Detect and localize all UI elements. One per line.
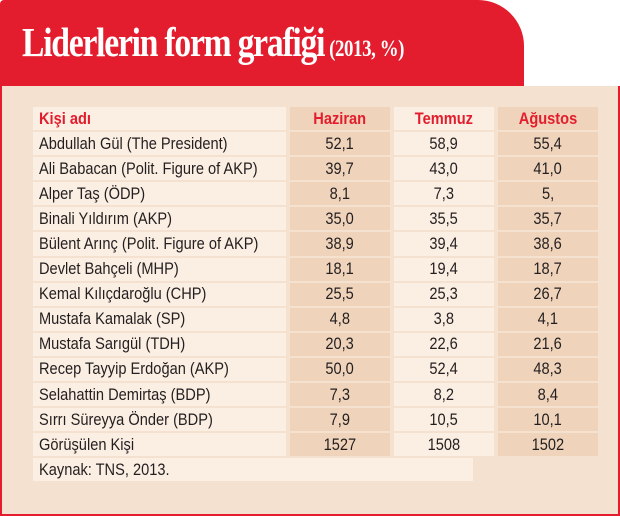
july-value-cell: 22,6	[394, 333, 494, 356]
table-row	[33, 358, 598, 383]
june-value-cell: 38,9	[290, 232, 390, 255]
table-row	[33, 408, 598, 433]
august-value-cell: 26,7	[498, 283, 598, 306]
june-value-cell: 50,0	[290, 358, 390, 381]
july-value-cell: 39,4	[394, 232, 494, 255]
person-name-cell: Mustafa Kamalak (SP)	[33, 308, 286, 331]
person-name-cell: Selahattin Demirtaş (BDP)	[33, 383, 286, 406]
table-row	[33, 283, 598, 308]
table-header-row	[33, 107, 598, 132]
person-name-cell: Sırrı Süreyya Önder (BDP)	[33, 408, 286, 431]
august-value-cell: 1502	[498, 433, 598, 456]
july-value-cell: 3,8	[394, 308, 494, 331]
column-header-july: Temmuz	[394, 107, 494, 130]
june-value-cell: 7,9	[290, 408, 390, 431]
june-value-cell: 1527	[290, 433, 390, 456]
person-name-cell: Alper Taş (ÖDP)	[33, 182, 286, 205]
column-header-name: Kişi adı	[33, 107, 286, 130]
june-value-cell: 25,5	[290, 283, 390, 306]
table-row	[33, 433, 598, 458]
june-value-cell: 52,1	[290, 132, 390, 155]
table-row	[33, 383, 598, 408]
table-row	[33, 157, 598, 182]
august-value-cell: 38,6	[498, 232, 598, 255]
person-name-cell: Kemal Kılıçdaroğlu (CHP)	[33, 283, 286, 306]
table-body	[33, 132, 598, 458]
july-value-cell: 35,5	[394, 207, 494, 230]
person-name-cell: Bülent Arınç (Polit. Figure of AKP)	[33, 232, 286, 255]
july-value-cell: 58,9	[394, 132, 494, 155]
july-value-cell: 52,4	[394, 358, 494, 381]
june-value-cell: 18,1	[290, 258, 390, 281]
column-header-june: Haziran	[290, 107, 390, 130]
person-name-cell: Devlet Bahçeli (MHP)	[33, 258, 286, 281]
table-row	[33, 232, 598, 257]
august-value-cell: 10,1	[498, 408, 598, 431]
june-value-cell: 35,0	[290, 207, 390, 230]
person-name-cell: Görüşülen Kişi	[33, 433, 286, 456]
person-name-cell: Abdullah Gül (The President)	[33, 132, 286, 155]
july-value-cell: 10,5	[394, 408, 494, 431]
table-row	[33, 132, 598, 157]
title-text: Liderlerin form grafiği	[22, 19, 325, 65]
person-name-cell: Binali Yıldırım (AKP)	[33, 207, 286, 230]
august-value-cell: 21,6	[498, 333, 598, 356]
june-value-cell: 7,3	[290, 383, 390, 406]
june-value-cell: 20,3	[290, 333, 390, 356]
august-value-cell: 55,4	[498, 132, 598, 155]
table-row	[33, 308, 598, 333]
table-row	[33, 207, 598, 232]
person-name-cell: Ali Babacan (Polit. Figure of AKP)	[33, 157, 286, 180]
july-value-cell: 8,2	[394, 383, 494, 406]
august-value-cell: 35,7	[498, 207, 598, 230]
august-value-cell: 4,1	[498, 308, 598, 331]
title-subtitle: (2013, %)	[329, 36, 405, 61]
august-value-cell: 8,4	[498, 383, 598, 406]
july-value-cell: 25,3	[394, 283, 494, 306]
page-title	[22, 19, 405, 65]
august-value-cell: 41,0	[498, 157, 598, 180]
person-name-cell: Recep Tayyip Erdoğan (AKP)	[33, 358, 286, 381]
source-note: Kaynak: TNS, 2013.	[33, 458, 473, 481]
august-value-cell: 18,7	[498, 258, 598, 281]
july-value-cell: 1508	[394, 433, 494, 456]
july-value-cell: 7,3	[394, 182, 494, 205]
august-value-cell: 5,	[498, 182, 598, 205]
august-value-cell: 48,3	[498, 358, 598, 381]
header-banner	[0, 0, 524, 86]
table-row	[33, 182, 598, 207]
leaders-table	[33, 107, 598, 483]
july-value-cell: 19,4	[394, 258, 494, 281]
june-value-cell: 4,8	[290, 308, 390, 331]
table-row	[33, 258, 598, 283]
june-value-cell: 39,7	[290, 157, 390, 180]
june-value-cell: 8,1	[290, 182, 390, 205]
source-row	[33, 458, 598, 483]
table-row	[33, 333, 598, 358]
person-name-cell: Mustafa Sarıgül (TDH)	[33, 333, 286, 356]
column-header-august: Ağustos	[498, 107, 598, 130]
july-value-cell: 43,0	[394, 157, 494, 180]
